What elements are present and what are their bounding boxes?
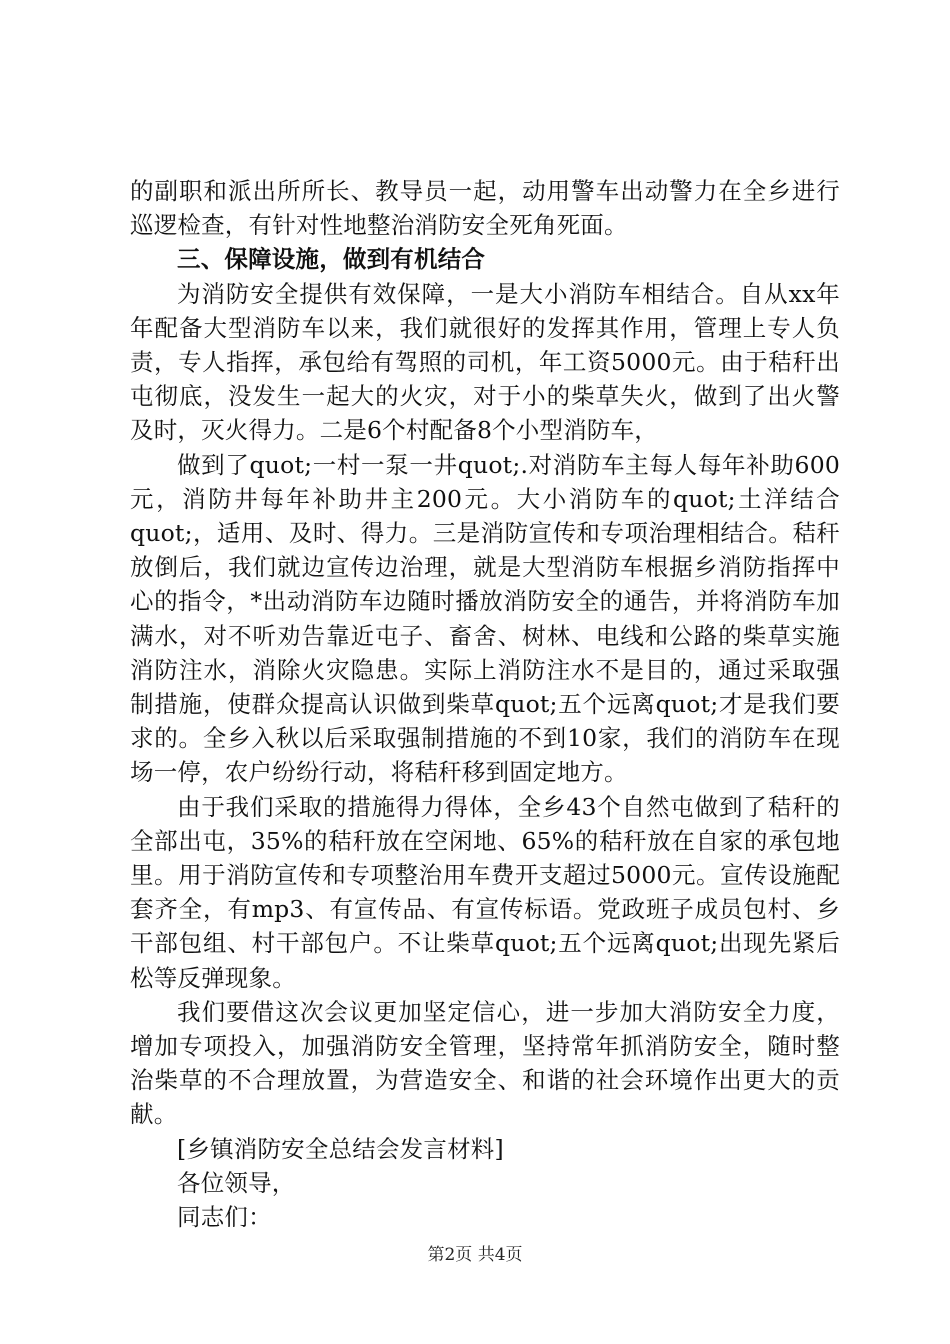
paragraph-pumps-wells: 做到了quot;一村一泵一井quot;.对消防车主每人每年补助600元，消防井每年补助井主200元。大小消防车的quot;土洋结合quot;，适用、及时、得力。三是消防宣传和专项治理相结合。秸秆放倒后，我们就边宣传边治理，就是大型消防车根据乡消防指挥中心的指令，*出动消防车边随时播放消防安全的通告，并将消防车加满水，对不听劝告靠近屯子、畜舍、树林、电线和公路的柴草实施消防注水，消除火灾隐患。实际上消防注水不是目的，通过采取强制措施，使群众提高认识做到柴草quot;五个远离quot;才是我们要求的。全乡入秋以后采取强制措施的不到10家，我们的消防车在现场一停，农户纷纷行动，将秸秆移到固定地方。 — [130, 450, 840, 787]
document-body — [130, 174, 840, 1234]
paragraph-conclusion: 我们要借这次会议更加坚定信心，进一步加大消防安全力度，增加专项投入，加强消防安全管理，坚持常年抓消防安全，随时整治柴草的不合理放置，为营造安全、和谐的社会环境作出更大的贡献。 — [130, 997, 840, 1129]
paragraph-fire-trucks: 为消防安全提供有效保障，一是大小消防车相结合。自从xx年年配备大型消防车以来，我们就很好的发挥其作用，管理上专人负责，专人指挥，承包给有驾照的司机，年工资5000元。由于秸秆出屯彻底，没发生一起大的火灾，对于小的柴草失火，做到了出火警及时，灭火得力。二是6个村配备8个小型消防车， — [130, 279, 840, 445]
section-heading: 三、保障设施，做到有机结合 — [177, 245, 486, 274]
paragraph-measures-results: 由于我们采取的措施得力得体，全乡43个自然屯做到了秸秆的全部出屯，35%的秸秆放在空闲地、65%的秸秆放在自家的承包地里。用于消防宣传和专项整治用车费开支超过5000元。宣传设施配套齐全，有mp3、有宣传品、有宣传标语。党政班子成员包村、乡干部包组、村干部包户。不让柴草quot;五个远离quot;出现先紧后松等反弹现象。 — [130, 792, 840, 992]
page-number-footer: 第2页 共4页 — [427, 1245, 523, 1265]
paragraph-continuation: 的副职和派出所所长、教导员一起，动用警车出动警力在全乡进行巡逻检查，有针对性地整治消防安全死角死面。 — [130, 177, 840, 240]
paragraph-salutation-comrades: 同志们： — [177, 1203, 272, 1232]
paragraph-title-bracket: [乡镇消防安全总结会发言材料] — [177, 1134, 504, 1163]
paragraph-salutation-leaders: 各位领导， — [177, 1168, 296, 1197]
